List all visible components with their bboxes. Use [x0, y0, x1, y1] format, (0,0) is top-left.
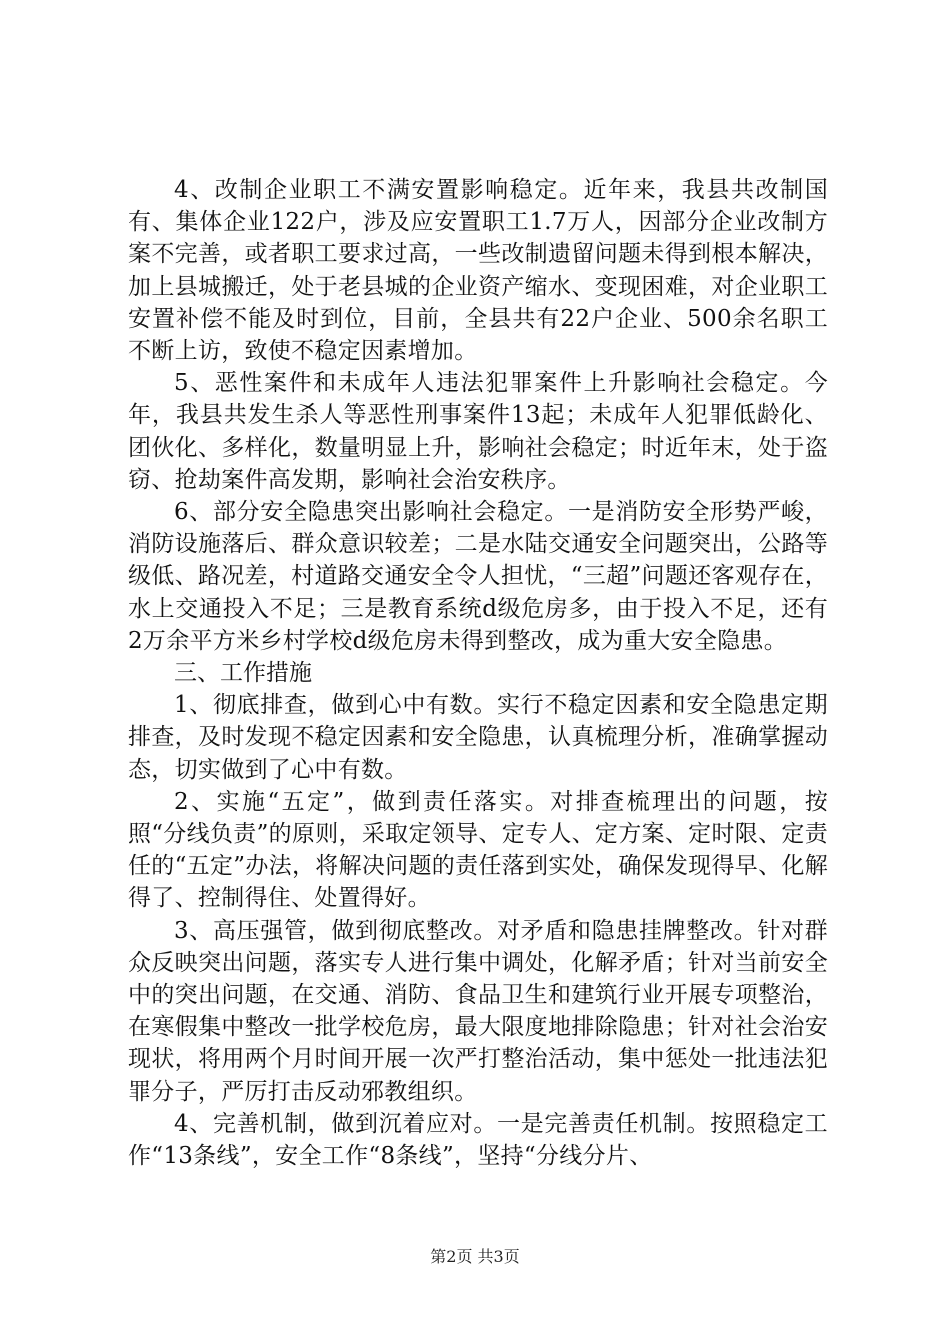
measure-item-1: 1、彻底排查，做到心中有数。实行不稳定因素和安全隐患定期排查，及时发现不稳定因素和安全隐患，认真梳理分析，准确掌握动态，切实做到了心中有数。: [128, 692, 828, 783]
paragraph-item-6: 6、部分安全隐患突出影响社会稳定。一是消防安全形势严峻，消防设施落后、群众意识较差；二是水陆交通安全问题突出，公路等级低、路况差，村道路交通安全令人担忧，“三超”问题还客观存在，水上交通投入不足；三是教育系统d级危房多，由于投入不足，还有2万余平方米乡村学校d级危房未得到整改，成为重大安全隐患。: [128, 499, 828, 654]
paragraph-item-4: 4、改制企业职工不满安置影响稳定。近年来，我县共改制国有、集体企业122户，涉及应安置职工1.7万人，因部分企业改制方案不完善，或者职工要求过高，一些改制遗留问题未得到根本解决，加上县城搬迁，处于老县城的企业资产缩水、变现困难，对企业职工安置补偿不能及时到位，目前，全县共有22户企业、500余名职工不断上访，致使不稳定因素增加。: [128, 177, 828, 365]
document-body: [128, 174, 828, 1172]
paragraph-item-5: 5、恶性案件和未成年人违法犯罪案件上升影响社会稳定。今年，我县共发生杀人等恶性刑事案件13起；未成年人犯罪低龄化、团伙化、多样化，数量明显上升，影响社会稳定；时近年末，处于盗窃、抢劫案件高发期，影响社会治安秩序。: [128, 370, 828, 493]
page-footer: 第2页 共3页: [430, 1247, 520, 1266]
section-heading: 三、工作措施: [174, 660, 312, 687]
measure-item-4: 4、完善机制，做到沉着应对。一是完善责任机制。按照稳定工作“13条线”，安全工作“8条线”，坚持“分线分片、: [128, 1110, 828, 1170]
measure-item-2: 2、实施“五定”，做到责任落实。对排查梳理出的问题，按照“分线负责”的原则，采取定领导、定专人、定方案、定时限、定责任的“五定”办法，将解决问题的责任落到实处，确保发现得早、化解得了、控制得住、处置得好。: [128, 788, 828, 912]
measure-item-3: 3、高压强管，做到彻底整改。对矛盾和隐患挂牌整改。针对群众反映突出问题，落实专人进行集中调处，化解矛盾；针对当前安全中的突出问题，在交通、消防、食品卫生和建筑行业开展专项整治，在寒假集中整改一批学校危房，最大限度地排除隐患；针对社会治安现状，将用两个月时间开展一次严打整治活动，集中惩处一批违法犯罪分子，严厉打击反动邪教组织。: [128, 917, 828, 1105]
